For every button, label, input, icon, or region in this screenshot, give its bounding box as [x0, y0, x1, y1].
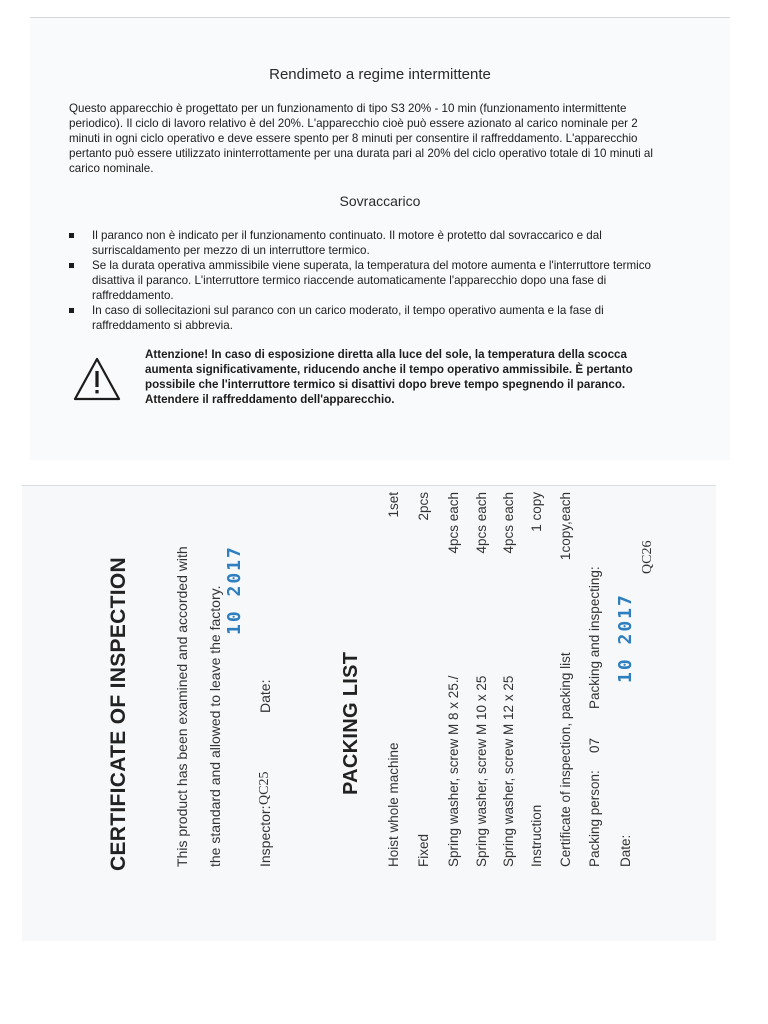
bullet-icon — [69, 308, 74, 313]
table-row — [416, 492, 442, 867]
rotated-content — [22, 486, 716, 941]
packing-item: Spring washer, screw M 8 x 25./ — [446, 675, 461, 867]
list-item: Il paranco non è indicato per il funzionamento continuato. Il motore è protetto dal sovraccarico e dal surriscaldamento per mezzo di un interruttore termico. — [69, 228, 669, 258]
packing-item: Spring washer, screw M 10 x 25 — [474, 675, 489, 867]
bullet-icon — [69, 233, 74, 238]
packing-item: Certificate of inspection, packing list — [558, 652, 573, 867]
packing-qty: 1copy,each — [558, 492, 573, 561]
table-row — [386, 492, 412, 867]
packing-item: Hoist whole machine — [386, 742, 401, 867]
packing-qty: 1 copy — [529, 492, 544, 532]
overload-bullet-list — [69, 228, 669, 333]
bullet-icon — [69, 263, 74, 268]
packing-date-label: Date: — [618, 834, 633, 867]
manual-page-sheet — [30, 17, 730, 460]
certificate-sheet — [22, 485, 716, 941]
certificate-statement-line-2: the standard and allowed to leave the factory. — [207, 585, 223, 867]
rendimento-paragraph: Questo apparecchio è progettato per un funzionamento di tipo S3 20% - 10 min (funzionamento intermittente periodico). Il ciclo di lavoro relativo è del 20%. L'apparecchio cioè può essere azionato al carico nominale per 2 minuti in ogni ciclo operativo e deve essere spento per 8 minuti per consentire il raffreddamento. L'apparecchio pertanto può essere utilizzato ininterrottamente per una durata pari al 20% del ciclo operativo totale di 10 minuti al carico nominale. — [69, 102, 653, 175]
packing-inspecting-value: QC26 — [640, 540, 655, 574]
section-title-rendimento: Rendimeto a regime intermittente — [269, 66, 491, 83]
certificate-statement-line-1: This product has been examined and accorded with — [174, 546, 190, 867]
table-row — [446, 492, 472, 867]
certificate-title: CERTIFICATE OF INSPECTION — [107, 557, 130, 871]
packing-qty: 4pcs each — [474, 492, 489, 554]
packing-item: Fixed — [416, 833, 431, 867]
inspector-value: QC25 — [257, 771, 272, 805]
date-stamp: 10 2017 — [615, 593, 636, 683]
table-row — [529, 492, 555, 867]
warning-text: Attenzione! In caso di esposizione diretta alla luce del sole, la temperatura della scocca aumenta significativamente, riducendo anche il tempo operativo ammissibile. È pertanto possibile che l'interruttore termico si disattivi dopo breve tempo spegnendo il paranco. Attendere il raffreddamento dell'apparecchio. — [145, 348, 633, 406]
table-row — [474, 492, 500, 867]
packing-qty: 1set — [386, 492, 401, 518]
certificate-date-label: Date: — [257, 679, 273, 713]
packing-inspecting-label: Packing and inspecting: — [587, 566, 602, 709]
packing-item: Spring washer, screw M 12 x 25 — [501, 675, 516, 867]
packing-qty: 4pcs each — [501, 492, 516, 554]
table-row — [501, 492, 527, 867]
warning-triangle-icon — [72, 356, 122, 402]
section-title-sovraccarico: Sovraccarico — [339, 193, 421, 209]
packing-qty: 4pcs each — [446, 492, 461, 554]
packing-person-value: 07 — [587, 737, 602, 753]
table-row — [558, 492, 584, 867]
inspector-label: Inspector: — [257, 805, 273, 867]
date-stamp: 10 2017 — [224, 545, 245, 635]
packing-person-label: Packing person: — [587, 770, 602, 867]
packing-person-row — [587, 492, 613, 867]
packing-qty: 2pcs — [416, 492, 431, 521]
packing-list-title: PACKING LIST — [340, 651, 362, 795]
list-item: In caso di sollecitazioni sul paranco con un carico moderato, il tempo operativo aumenta e la fase di raffreddamento si abbrevia. — [69, 303, 669, 333]
packing-item: Instruction — [529, 804, 544, 867]
list-item: Se la durata operativa ammissibile viene superata, la temperatura del motore aumenta e l'interruttore termico disattiva il paranco. L'interruttore termico riaccende automaticamente l'apparecchio dopo una fase di raffreddamento. — [69, 258, 669, 303]
